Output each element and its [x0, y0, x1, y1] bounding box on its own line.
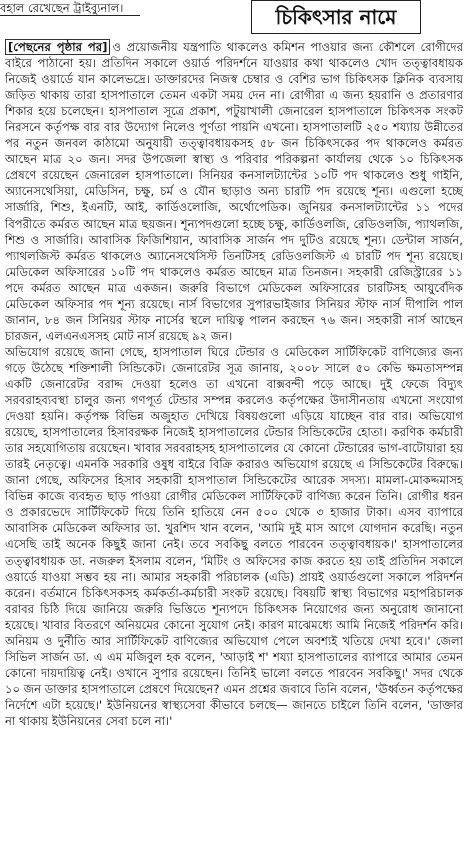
- continuation-label: [পেছনের পৃষ্ঠার পর]: [5, 39, 110, 55]
- previous-article-tail-text: বহাল রেখেছেন ট্রাইব্যুনাল।: [0, 1, 124, 15]
- previous-article-tail: [0, 0, 140, 16]
- article-paragraph-1: [5, 39, 463, 344]
- paragraph-1-text: ও প্রয়োজনীয় যন্ত্রপাতি থাকলেও কমিশন পাওয়ার জন্য কৌশলে রোগীদের বাইরে পাঠানো হয়। প্রতিদিন সকালে ওয়ার্ড পরিদর্শনে যাওয়ার কথা থাকলেও খোদ তত্ত্বাবধায়ক নিজেই ওয়ার্ডে যান কালেভদ্রে। ডাক্তারদের নিজস্ব চেম্বার ও বেশির ভাগ চিকিৎসক ক্লিনিক ব্যবসায় জড়িত থাকায় তারা হাসপাতালে তেমন একটা সময় দেন না। রোগীরা এ জন্য হয়রানি ও প্রতারণার শিকার হয়ে চলেছেন। হাসপাতাল সূত্রে প্রকাশ, পটুয়াখালী জেনারেল হাসপাতালে চিকিৎসক সংকট নিরসনে কর্তৃপক্ষ বার বার উদ্যোগ নিলেও পূর্ণতা পায়নি এখনো। হাসপাতালটি ২৫০ শয্যায় উন্নীতের পর নতুন জনবল কাঠামো অনুযায়ী তত্ত্বাবধায়কসহ ৫৮ জন চিকিৎসকের পদ থাকলেও কর্মরত আছেন মাত্র ২০ জন। সদর উপজেলা স্বাস্থ্য ও পরিবার পরিকল্পনা কার্যালয় থেকে ১০ চিকিৎসক প্রেষণে রয়েছেন জেনারেল হাসপাতালে। সিনিয়র কনসালট্যান্টের ১০টি পদ থাকলেও শুধু গাইনি, অ্যানেসথেসিয়া, মেডিসিন, চক্ষু, চর্ম ও যৌন ছাড়াও অন্য চারটি পদ রয়েছে শূন্য। এগুলো হচ্ছে সার্জারি, শিশু, ইএনটি, আই, কার্ডিওলোজি, অর্থোপেডিক। জুনিয়র কনসালট্যান্টের ১১ পদের বিপরীতে কর্মরত আছেন মাত্র ছয়জন। শূন্যপদগুলো হচ্ছে চক্ষু, কার্ডিওলজি, রেডিওলজি, প্যাথলজি, শিশু ও সার্জারি। আবাসিক ফিজিশিয়ান, আবাসিক সার্জন পদ দুটিও রয়েছে শূন্য। ডেন্টাল সার্জন, প্যাথলজিস্ট কর্মরত থাকলেও অ্যানেসথেসিস্ট তিনটিসহ রেডিওলজিস্ট এ চারটি পদ শূন্য রয়েছে। মেডিকেল অফিসারের ১০টি পদ থাকলেও কর্মরত আছেন মাত্র তিনজন। সহকারী রেজিস্ট্রারের ১১ পদে কর্মরত আছেন মাত্র একজন। জরুরি বিভাগে মেডিকেল অফিসারের চারটিসহ আয়ুর্বেদিক মেডিকেল অফিসার পদ শূন্য রয়েছে। নার্স বিভাগের সুপারভাইজার সিনিয়র স্টাফ নার্স দীপালি পাল জানান, ৮৪ জন সিনিয়র স্টাফ নার্সের স্থলে দায়িত্ব পালন করছেন ৭৬ জন। সহকারী নার্স আছেন চারজন, এলএনএসসহ মোট নার্স রয়েছে ৯২ জন।: [5, 40, 463, 343]
- article-paragraph-2: [5, 344, 463, 729]
- headline-box: [251, 0, 421, 34]
- headline: চিকিৎসার নামে: [275, 5, 397, 29]
- article-body: [5, 39, 463, 865]
- paragraph-2-text: অভিযোগ রয়েছে জানা গেছে, হাসপাতাল ঘিরে টেন্ডার ও মেডিকেল সার্টিফিকেট বাণিজ্যের জন্য গড়ে উঠেছে শক্তিশালী সিন্ডিকেট। জেনারেটর সূত্র জানায়, ২০০৮ সালে ৫০ কেভি ক্ষমতাসম্পন্ন একটি জেনারেটর বরাদ্দ দেওয়া হলেও তা এখনো বাক্সবন্দী পড়ে আছে। দুই ফেজে বিদ্যুৎ সরবরাহব্যবস্থা চালুর জন্য গণপূর্ত টেন্ডার সম্পন্ন করলেও কর্তৃপক্ষের উদাসীনতায় এখনো সংযোগ দেওয়া হয়নি। কর্তৃপক্ষ বিভিন্ন অজুহাত দেখিয়ে বিষয়গুলো এড়িয়ে যাচ্ছেন বার বার। অভিযোগ রয়েছে, হাসপাতালের হিসাবরক্ষক নিজেই হাসপাতালের টেন্ডার সিন্ডিকেটের হোতা। করণিক কর্মচারী তার সহযোগিতায় রয়েছেন। খাবার সরবরাহসহ হাসপাতালের যে কোনো টেন্ডারের ভাগ-বাটোয়ারা হয় তারই নেতৃত্বে। এমনকি সরকারি ওষুধ বাইরে বিক্রি করারও অভিযোগ রয়েছে এ সিন্ডিকেটের বিরুদ্ধে। জানা গেছে, অফিসের হিসাব সহকারী হাসপাতাল সিন্ডিকেটের আরেক সদস্য। মামলা-মোকদ্দমাসহ বিভিন্ন কাজে ব্যবহৃত ছাড় পাওয়া রোগীর মেডিকেল সার্টিফিকেট বাণিজ্য করেন তিনি। রোগীর ধরন ও প্রকারভেদে সার্টিফিকেট দিয়ে তিনি হাতিয়ে নেন ৫০০ থেকে ৩ হাজার টাকা। এসব ব্যাপারে আবাসিক মেডিকেল অফিসার ডা. খুরশিদ খান বলেন, 'আমি দুই মাস আগে যোগদান করেছি। নতুন এসেছি তাই অনেক কিছুই জানা নেই। তবে সবকিছু বলতে পারবেন তত্ত্বাবধায়ক।' হাসপাতালের তত্ত্বাবধায়ক ডা. নজরুল ইসলাম বলেন, 'মিটিং ও অফিসের কাজ করতে হয় তাই প্রতিদিন সকালে ওয়ার্ডে যাওয়া সম্ভব হয় না। আমার সহকারী পরিচালক (এডি) প্রায়ই ওয়ার্ডগুলো সকালে পরিদর্শন করেন। বর্তমানে চিকিৎসকসহ কর্মকর্তা-কর্মচারী সংকট রয়েছে। বিষয়টি স্বাস্থ্য বিভাগের মহাপরিচালক বরাবর চিঠি দিয়ে জানিয়ে জরুরি ভিত্তিতে শূন্যপদে চিকিৎসক নিয়োগের জন্য অনুরোধ জানানো হয়েছে। খাবার বিতরণে অনিয়মের কোনো সুযোগ নেই। কারণ মাঝেমধ্যে আমি নিজেই পরিদর্শন করি। অনিয়ম ও দুর্নীতি আর সার্টিফিকেট বাণিজ্যের অভিযোগ পেলে অবশ্যই খতিয়ে দেখা হবে।' জেলা সিভিল সার্জন ডা. এ এম মজিবুল হক বলেন, 'আড়াই শ' শয্যা হাসপাতালের ব্যাপারে আমার তেমন কোনো দায়দায়িত্ব নেই। ওখানে সুপার রয়েছেন। তিনিই ভালো বলতে পারবেন সবকিছু।' সদর থেকে ১০ জন ডাক্তার হাসপাতালে প্রেষণে দিয়েছেন? এমন প্রশ্নের জবাবে তিনি বলেন, 'ঊর্ধ্বতন কর্তৃপক্ষের নির্দেশে এটা হয়েছে।' ইউনিয়নের স্বাস্থ্যসেবা কীভাবে চলছে— জানতে চাইলে তিনি বলেন, 'ডাক্তার না থাকায় ইউনিয়নের সেবা চলে না।': [5, 344, 463, 728]
